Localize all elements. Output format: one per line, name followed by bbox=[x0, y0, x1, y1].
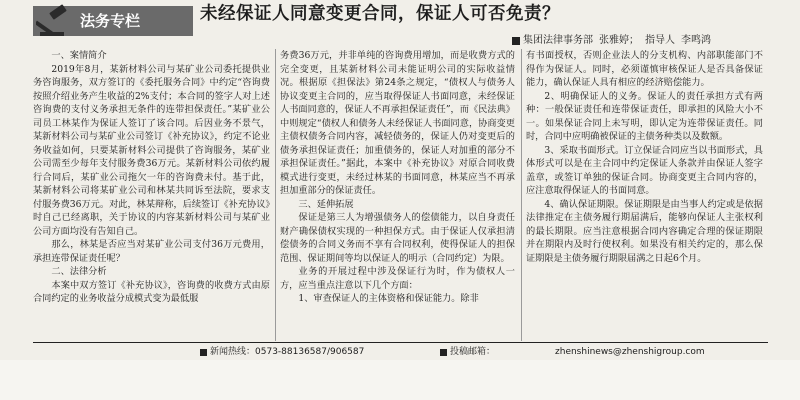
headline: 未经保证人同意变更合同，保证人可否免责？ bbox=[200, 4, 560, 24]
gavel-icon bbox=[36, 4, 76, 38]
paragraph: 有书面授权，否则企业法人的分支机构、内部职能部门不得作为保证人。同时，必须谨慎审核保证人是否具备保证能力，确认保证人具有相应的经济赔偿能力。 bbox=[526, 50, 763, 88]
email-address[interactable]: zhenshinews@zhenshigroup.com bbox=[555, 347, 705, 357]
section-heading: 二、法律分析 bbox=[51, 266, 107, 277]
page-margin bbox=[0, 360, 800, 400]
byline bbox=[512, 34, 798, 48]
hotline-label: 新闻热线： bbox=[210, 347, 256, 357]
section-heading: 三、延伸拓展 bbox=[298, 198, 354, 210]
news-hotline bbox=[200, 344, 364, 360]
column-divider bbox=[275, 49, 276, 341]
byline-marker-icon bbox=[512, 37, 520, 45]
byline-role: 指导人 bbox=[645, 35, 675, 46]
paragraph: 保证是第三人为增强债务人的偿债能力，以自身责任财产确保债权实现的一种担保方式。由于保证人仅承担清偿债务的合同义务而不享有合同权利，使得保证人的担保范围、保证期间等均以保证人的明示（合同约定）为限。 bbox=[280, 212, 515, 264]
paragraph: 2019年8月，某新材料公司与某矿业公司委托提供业务咨询服务，双方签订的《委托服务合同》中约定“咨询费按照介绍业务产生收益的2%支付；本合同的签字人对上述咨询费的支付义务承担无条件的连带担保责任。”某矿业公司员工林某作为保证人签订了该合同。后因业务不景气，某新材料公司与某矿业公司签订《补充协议》，约定不论业务收益如何，只要某新材料公司提供了咨询服务，某矿业公司需至少每年支付服务费36万元。某新材料公司依约履行合同后，某矿业公司拖欠一年的咨询费未付。基于此，某新材料公司将某矿业公司和林某共同诉至法院，要求支付服务费36万元。对此，林某辩称，后续签订《补充协议》时自己已经离职，关于协议的内容某新材料公司与某矿业公司方面均没有告知自己。 bbox=[33, 63, 270, 237]
column-divider bbox=[521, 49, 522, 341]
article-column-3 bbox=[526, 49, 763, 341]
paragraph: 业务的开展过程中涉及保证行为时，作为债权人一方，应当重点注意以下几个方面： bbox=[280, 266, 515, 291]
hotline-number: 0573-88136587/906587 bbox=[255, 347, 365, 357]
paragraph: 本案中双方签订《补充协议》，咨询费的收费方式由原合同约定的业务收益分成模式变为最低服 bbox=[33, 279, 270, 304]
section-name: 法务专栏 bbox=[80, 12, 141, 30]
paragraph: 4、确认保证期限。保证期限是由当事人约定或是依据法律推定在主债务履行期届满后，能够向保证人主张权利的最长期限。应当注意根据合同内容确定合理的保证期限并在期限内及时行使权利。如果没有相关约定的，那么保证期限是主债务履行期限届满之日起6个月。 bbox=[526, 198, 763, 264]
paragraph: 那么，林某是否应当对某矿业公司支付36万元费用，承担连带保证责任呢？ bbox=[33, 239, 270, 264]
footer bbox=[0, 344, 800, 360]
byline-firm: 集团法律事务部 bbox=[523, 35, 593, 46]
article-column-1 bbox=[33, 49, 270, 341]
footer-rule bbox=[33, 342, 768, 343]
paragraph: 2、明确保证人的义务。保证人的责任承担方式有两种：一般保证责任和连带保证责任，即承担的风险大小不一。如果保证合同上未写明，即认定为连带保证责任。同时，合同中应明确被保证的主债务种类以及数额。 bbox=[526, 90, 763, 142]
email-marker-icon bbox=[440, 349, 447, 356]
article-column-2 bbox=[280, 49, 515, 341]
hotline-marker-icon bbox=[200, 349, 207, 356]
paragraph: 3、采取书面形式。订立保证合同应当以书面形式，具体形式可以是在主合同中约定保证人条款并由保证人签字盖章，或签订单独的保证合同。协商变更主合同内容的，应注意取得保证人的书面同意。 bbox=[526, 144, 763, 196]
paragraph: 务费36万元，并非单纯的咨询费用增加，而是收费方式的完全变更，且某新材料公司未能证明公司的实际收益情况。根据原《担保法》第24条之规定，“债权人与债务人协议变更主合同的，应当取得保证人书面同意，未经保证人书面同意的，保证人不再承担保证责任”，而《民法典》中则规定“债权人和债务人未经保证人书面同意，协商变更主债权债务合同内容，减轻债务的，保证人仍对变更后的债务承担保证责任；加重债务的，保证人对加重的部分不承担保证责任。”据此，本案中《补充协议》对原合同收费模式进行变更，未经过林某的书面同意，林某应当不再承担加重部分的保证责任。 bbox=[280, 50, 515, 196]
section-heading: 一、案情简介 bbox=[51, 50, 107, 61]
byline-advisor: 李鸣鸿 bbox=[681, 35, 711, 46]
email-label: 投稿邮箱： bbox=[450, 347, 496, 357]
byline-author: 张雅婷； bbox=[599, 35, 639, 46]
paragraph: 1、审查保证人的主体资格和保证能力。除非 bbox=[298, 293, 479, 304]
submission-email bbox=[440, 344, 705, 360]
